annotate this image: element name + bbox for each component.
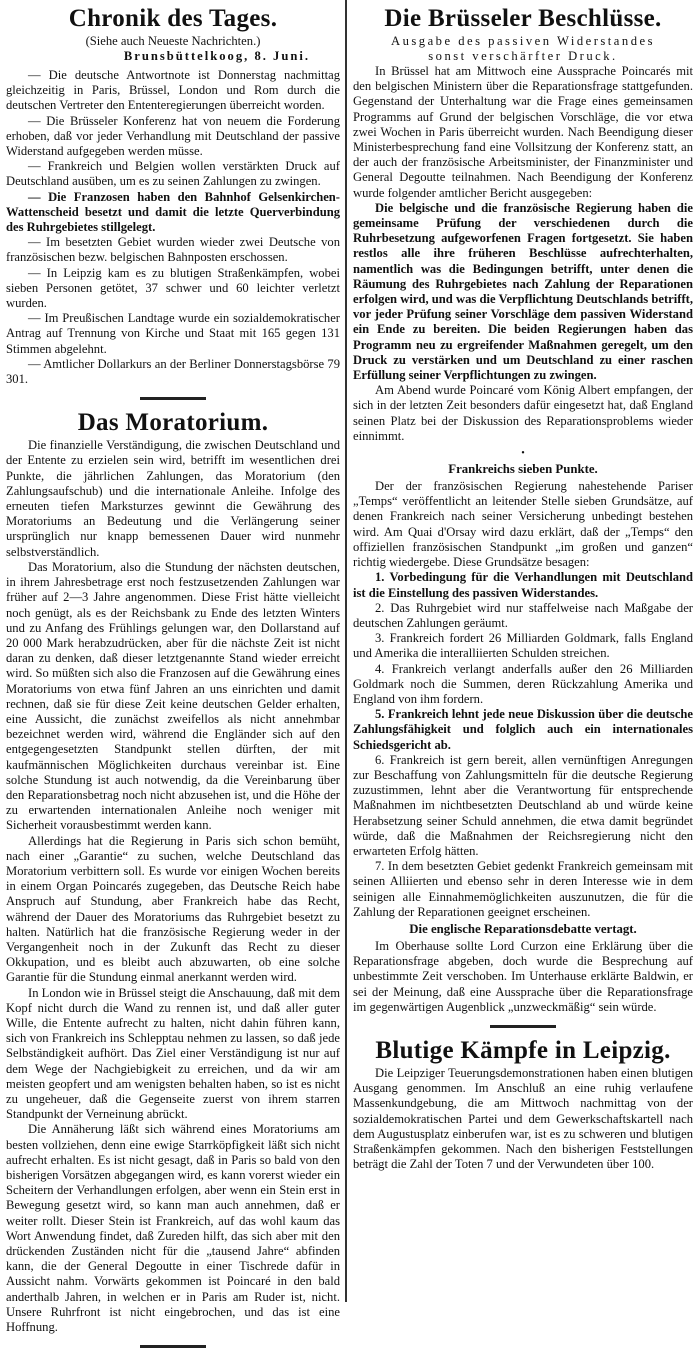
separator: • [521,448,525,460]
article-chronik [6,4,340,387]
bruessel-subtitle: sonst verschärfter Druck. [428,49,618,63]
subheading: Frankreichs sieben Punkte. [448,462,598,477]
right-column [353,4,693,1172]
bruessel-title: Die Brüsseler Beschlüsse. [384,5,662,32]
paragraph: Die Annäherung läßt sich während eines Moratoriums am besten vollziehen, denn eine ewige Starrköpfigkeit läßt sich nicht aufrecht erhalten. Es ist nicht gesagt, daß in Paris so bald von den bisherigen Vorsätzen abgegangen wird, es kann vorerst wieder ein Scheitern der Verhandlungen erfolgen, aber wenn ein Stein erst in Bewegung gesetzt wird, so kann man auch annehmen, daß er weiter rollt. Dieser Stein ist Frankreich, auf das wohl kaum das Wort Anwendung findet, daß Zureden hilft, das sich aber mit den drückenden Zuständen nicht für die „tausend Jahre“ abfinden kann, die der General Degoutte in einer Tischrede dafür in Aussicht nahm. Vorwärts gekommen ist Poincaré in den bald anderthalb Jahren, in welchen er in Paris am Ruder ist, nicht. Unsere Ruhrfront ist nicht eingebrochen, und das ist eine Hoffnung. [6,1122,340,1335]
point: 1. Vorbedingung für die Verhandlungen mit Deutschland ist die Einstellung des passiven Widerstandes. [353,570,693,600]
moratorium-title: Das Moratorium. [77,409,269,437]
paragraph: Das Moratorium, also die Stundung der nächsten deutschen, in ihrem Jahresbetrage erst noch festzusetzenden Zahlungen war früher auf 2—3 Jahre angenommen. Diese Frist hätte vielleicht noch genügt, als es der Reichsbank zu Ende des letzten Winters und zu Anfang des Frühlings gelungen war, den Dollarstand auf 20 000 Mark herabzudrücken, aber für die nächste Zeit ist nicht daran zu denken, daß dieser letztgenannte Stand wieder erreicht wird. So müßten sich also die Franzosen auf die Gewährung eines Moratoriums von etwa fünf Jahren an uns einrichten und damit rechnen, daß sie für diese Zeit keine deutschen Gelder erhalten, eine Aussicht, die zunächst zweifellos als nicht annehmbar bezeichnet werden wird, während die Engländer sich auf den entgegengesetzten Standpunkt stellen dürften, der mit kaufmännischen Möglichkeiten durchaus vereinbar ist. Eine solche Stundung ist auch notwendig, da die Vereinbarung über den Reparationsbetrag noch nicht abzusehen ist, und die Höhe der zu erwartenden internationalen Anleihe noch weniger mit Sicherheit vorausbestimmt werden kann. [6,559,340,833]
chronik-title: Chronik des Tages. [68,5,278,32]
paragraph: In Brüssel hat am Mittwoch eine Aussprache Poincarés mit den belgischen Ministern über die Reparationsfrage stattgefunden. Gegenstand der Unterhaltung war die Frage eines gemeinsamen Programms auf Grund der belgischen Vorschläge, die vor etwa zwei Wochen in Paris überreicht wurden. Nach Beendigung dieser Ministerbesprechung fand eine Vollsitzung der Konferenz statt, an der auch der französische Arbeitsminister, der Finanzminister und General Degoutte teilnahmen. Nach Beendigung der Konferenz wurde folgender amtlicher Bericht ausgegeben: [353,64,693,200]
paragraph: Im Oberhause sollte Lord Curzon eine Erklärung über die Reparationsfrage abgeben, doch wurde die Besprechung auf unbestimmte Zeit verschoben. Im Unterhause erklärte Baldwin, er sei der Meinung, daß eine Aussprache über die Reparationsfrage im gegenwärtigen Augenblick „unzweckmäßig“ sein würde. [353,938,693,1014]
point: 4. Frankreich verlangt anderfalls außer den 26 Milliarden Goldmark noch die Summen, deren Rückzahlung Amerika und England von ihm fordern. [353,661,693,706]
divider-rule [140,397,206,400]
dateline: Brunsbüttelkoog, 8. Juni. [123,49,310,63]
point: 2. Das Ruhrgebiet wird nur staffelweise nach Maßgabe der deutschen Zahlungen geräumt. [353,600,693,630]
paragraph: Allerdings hat die Regierung in Paris sich schon bemüht, nach einer „Garantie“ zu suchen, welche Deutschland das Moratorium verbittern soll. Es wurde vor einigen Wochen bereits in einem Organ Poincarés zugegeben, das Deutsche Reich habe Anspruch auf Stundung, aber Frankreich habe das Recht, während der Dauer des Moratoriums das Ruhrgebiet besetzt zu halten. Natürlich hat die französische Regierung weder in der Vergangenheit noch in der Zukunft das Recht zu dieser Okkupation, und es bleibt auch abzuwarten, ob eine solche Garantie für die Stundung einmal anerkannt werden wird. [6,833,340,985]
leipzig-title: Blutige Kämpfe in Leipzig. [375,1036,671,1064]
news-item: — Im Preußischen Landtage wurde ein sozialdemokratischer Antrag auf Trennung von Kirche und Staat mit 165 gegen 131 Stimmen abgelehnt. [6,311,340,356]
news-item: — Die deutsche Antwortnote ist Donnerstag nachmittag gleichzeitig in Paris, Brüssel, London und Rom durch die deutschen Vertreter den Ententeregierungen überreicht worden. [6,68,340,113]
news-item: — Frankreich und Belgien wollen verstärkten Druck auf Deutschland ausüben, um es zu seinen Zahlungen zu zwingen. [6,159,340,189]
news-item: — Im besetzten Gebiet wurden wieder zwei Deutsche von französischen bezw. belgischen Bahnposten erschossen. [6,235,340,265]
paragraph: Der der französischen Regierung nahestehende Pariser „Temps“ veröffentlicht an leitender Stelle sieben Grundsätze, auf denen Frankreich nach seiner Versicherung unbedingt bestehen wird. Am Quai d'Orsay wird dazu erklärt, daß der „Temps“ den offiziellen französischen Standpunkt „im großen und ganzen“ richtig wiedergebe. Diese Grundsätze besagen: [353,479,693,570]
paragraph: Die finanzielle Verständigung, die zwischen Deutschland und der Entente zu erzielen sein wird, betrifft im wesentlichen drei Punkte, die jährlichen Zahlungen, das Moratorium (den Zahlungsaufschub) und die internationale Anleihe. Infolge des erneuten tiefen Marksturzes gewinnt die Gewährung des Moratoriums an Bedeutung und die Verlängerung seiner ursprünglich nur knapp bemessenen Dauer wird nunmehr selbstverständlich. [6,438,340,559]
news-item: — Die Brüsseler Konferenz hat von neuem die Forderung erhoben, daß vor jeder Verhandlung mit Deutschland der passive Widerstand aufgegeben werden müsse. [6,113,340,159]
point: 6. Frankreich ist gern bereit, allen vernünftigen Anregungen zur Beschaffung von Zahlungsmitteln für die deutsche Regierung zuzustimmen, lehnt aber die Verantwortung für entsprechende Maßnahmen im nichtbesetzten Deutschland ab und würde keine Herabsetzung seiner Schuld annehmen, die etwa damit begründet würde, daß die Maßnahmen der Reichsregierung nicht den erwarteten Erfolg hätten. [353,752,693,858]
bruessel-subtitle: Ausgabe des passiven Widerstandes [391,34,655,48]
paragraph: In London wie in Brüssel steigt die Anschauung, daß mit dem Kopf nicht durch die Wand zu rennen ist, und daß aller guter Wille, die Entente aufrecht zu halten, nicht dahin führen kann, sich von Frankreich ins Schlepptau nehmen zu lassen, so daß jede Selbständigkeit aufhört. Das Ziel einer Verständigung ist nur auf dem Wege der Nachgiebigkeit zu erreichen, und da wir am meisten geopfert und am wenigsten behalten haben, so ist es nicht zu ungeheuer, daß die Gegenseite zuerst von ihrem starren Standpunkt der Verneinung abrückt. [6,985,340,1122]
news-item: — In Leipzig kam es zu blutigen Straßenkämpfen, wobei sieben Personen getötet, 37 schwer und 60 leichter verletzt wurden. [6,265,340,311]
point: 3. Frankreich fordert 26 Milliarden Goldmark, falls England und Amerika die interalliierten Schulden streichen. [353,631,693,661]
point: 7. In dem besetzten Gebiet gedenkt Frankreich gemeinsam mit seinen Alliierten und ebenso sehr in deren Interesse wie in dem seinigen alle Einnahmemöglichkeiten auszunutzen, die für die Zahlung der Reparationen geeignet erscheinen. [353,859,693,919]
column-divider [345,0,347,1302]
official-statement: Die belgische und die französische Regierung haben die gemeinsame Prüfung der verschiedenen durch die Ruhrbesetzung aufgeworfenen Fragen fortgesetzt. Sie haben restlos alle ihre früheren Beschlüsse aufrechterhalten, namentlich was die Bedingungen betrifft, unter denen die Räumung des Ruhrgebietes nach Zahlung der Reparationen erfolgen wird, und was die Verpflichtung Deutschlands betrifft, vor jeder Prüfung seiner Vorschläge dem passiven Widerstand ein Ende zu bereiten. Die beiden Regierungen haben das Programm neu zu ergreifender Maßnahmen geregelt, um den Druck zu verstärken und um Deutschland zu einer raschen Erfüllung seiner Verpflichtungen zu zwingen. [353,200,693,383]
divider-rule [490,1025,556,1028]
article-moratorium [6,408,340,1335]
article-leipzig [353,1036,693,1172]
article-bruessel [353,4,693,1015]
paragraph: Am Abend wurde Poincaré vom König Albert empfangen, der sich in der letzten Zeit besonders dafür eingesetzt hat, daß England seinen Platz bei der Diskussion des Reparationsproblems wieder einnimmt. [353,383,693,443]
news-item: — Die Franzosen haben den Bahnhof Gelsenkirchen-Wattenscheid besetzt und damit die letzte Querverbindung des Ruhrgebietes stillgelegt. [6,189,340,235]
divider-rule [140,1345,206,1348]
left-column [6,4,340,1356]
point: 5. Frankreich lehnt jede neue Diskussion über die deutsche Zahlungsfähigkeit und folglich auch ein internationales Schiedsgericht ab. [353,707,693,752]
news-item: — Amtlicher Dollarkurs an der Berliner Donnerstagsbörse 79 301. [6,356,340,387]
chronik-subtitle: (Siehe auch Neueste Nachrichten.) [85,34,261,48]
paragraph: Die Leipziger Teuerungsdemonstrationen haben einen blutigen Ausgang genommen. Im Anschluß an eine ruhig verlaufene Massenkundgebung, die am Mittwoch nachmittag von der sozialdemokratischen Partei und dem Gewerkschaftskartell nach dem Augustusplatz einberufen war, ist es zu schweren und blutigen Straßenkämpfen gekommen. Nach den bisherigen Feststellungen beträgt die Zahl der Toten 7 und der Verwundeten über 100. [353,1065,693,1172]
subheading: Die englische Reparationsdebatte vertagt. [409,921,637,936]
